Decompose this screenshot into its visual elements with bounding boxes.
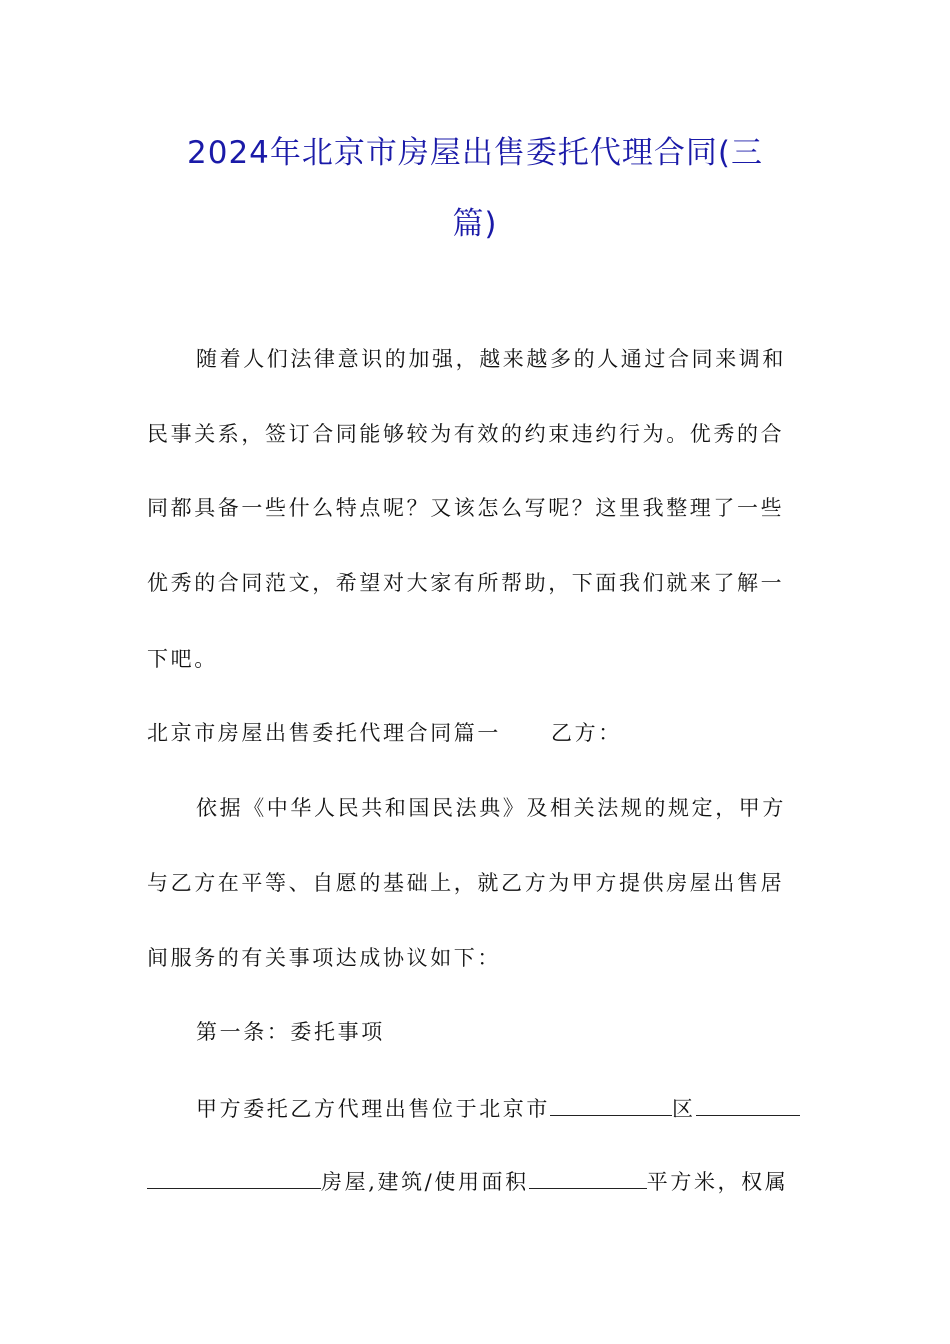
intro-line-3: 同都具备一些什么特点呢？又该怎么写呢？这里我整理了一些 [147,496,785,520]
basis-line-1: 依据《中华人民共和国民法典》及相关法规的规定，甲方 [196,796,786,820]
area-blank [529,1166,647,1189]
intro-line-1: 随着人们法律意识的加强，越来越多的人通过合同来调和 [196,347,786,371]
document-title-line-1: 2024年北京市房屋出售委托代理合同(三 [187,135,763,171]
intro-line-5: 下吧。 [147,647,218,671]
basis-line-3: 间服务的有关事项达成协议如下： [147,946,501,970]
section-heading: 北京市房屋出售委托代理合同篇一 [147,721,501,745]
document-title-line-2: 篇) [452,206,498,242]
district-label: 区 [672,1097,696,1121]
district-blank [696,1093,800,1116]
article-1-line-1 [196,1093,800,1123]
article-1-line-2 [147,1166,788,1196]
basis-line-2: 与乙方在平等、自愿的基础上，就乙方为甲方提供房屋出售居 [147,871,785,895]
article-1-location-text: 甲方委托乙方代理出售位于北京市 [196,1097,550,1121]
address-blank [147,1166,321,1189]
intro-line-2: 民事关系，签订合同能够较为有效的约束违约行为。优秀的合 [147,422,785,446]
article-1-heading: 第一条：委托事项 [196,1020,385,1044]
city-blank [550,1093,672,1116]
area-unit-text: 平方米，权属 [646,1170,789,1194]
house-area-text: 房屋,建筑/使用面积 [321,1170,529,1194]
intro-line-4: 优秀的合同范文，希望对大家有所帮助，下面我们就来了解一 [147,571,785,595]
party-b-label: 乙方： [551,721,622,745]
